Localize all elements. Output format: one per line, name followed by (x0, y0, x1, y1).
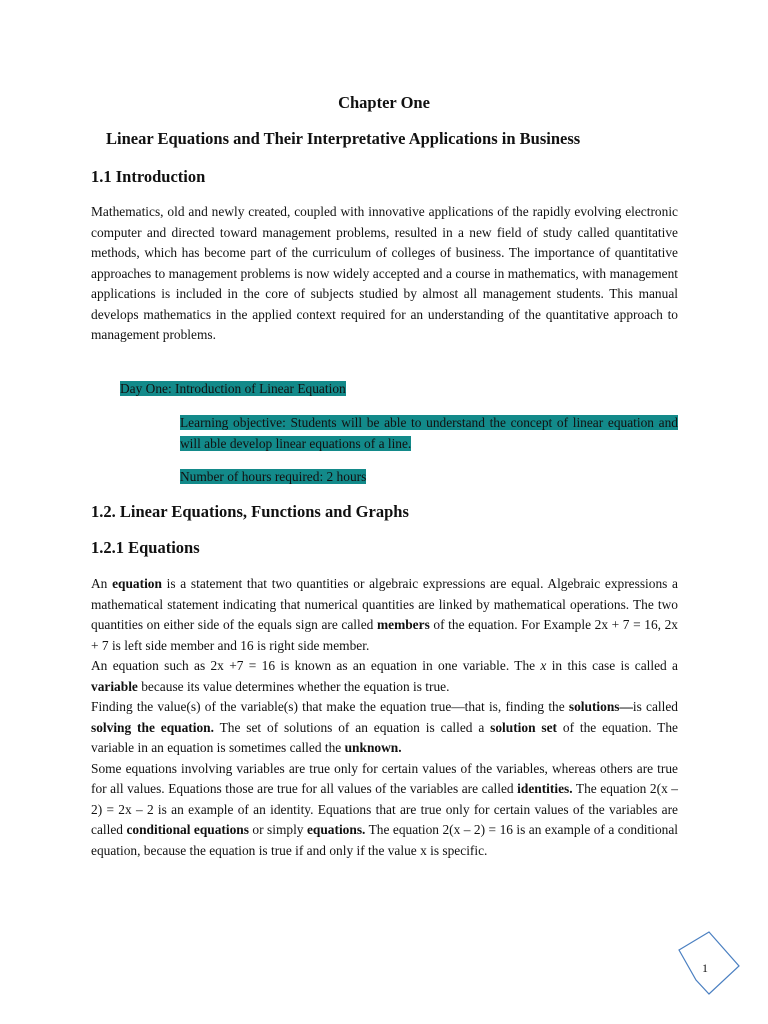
equations-paragraph-1 (91, 574, 678, 656)
page-number-badge-icon (676, 930, 742, 996)
hours-required (180, 467, 366, 488)
learning-objective-text: Learning objective: Students will be able to understand the concept of linear equation and will able develop linear equations of a line. (180, 415, 678, 451)
equations-paragraph-2 (91, 656, 678, 697)
text-run: of the equation. The variable in an equation is sometimes called the (91, 719, 679, 755)
hours-required-text: Number of hours required: 2 hours (180, 469, 367, 484)
learning-objective (180, 413, 678, 454)
equations-paragraph-4 (91, 759, 678, 862)
text-run: The set of solutions of an equation is called a (213, 719, 491, 735)
term-equation: equation (112, 576, 162, 591)
term-solutions: solutions— (568, 699, 633, 714)
section-heading-introduction: 1.1 Introduction (91, 167, 206, 186)
text-run: An (91, 576, 113, 591)
text-run: is a statement that two quantities or algebraic expressions are equal. Algebraic expressions a mathematical statement indicating that numerical quantities are linked by mathematical operations. The two quantities on either side of the equals sign are called (91, 576, 679, 632)
equations-paragraph-3 (91, 697, 678, 759)
day-one-label (120, 379, 346, 400)
term-unknown: unknown. (344, 740, 402, 755)
day-one-text: Day One: Introduction of Linear Equation (120, 381, 346, 396)
text-run: Finding the value(s) of the variable(s) that make the equation true—that is, finding the (91, 699, 569, 714)
text-run: is called (632, 699, 678, 714)
term-solution-set: solution set (490, 719, 558, 735)
term-equations: equations. (306, 822, 366, 837)
term-identities: identities. (517, 781, 573, 796)
text-run: The equation 2(x – 2) = 16 is an example of a conditional equation, because the equation is true if and only if the value x is specific. (91, 822, 678, 858)
text-run: in this case is called a (546, 658, 678, 673)
equations-body (91, 574, 678, 861)
text-run: Some equations involving variables are true only for certain values of the variables, whereas others are true for all values. Equations those are true for all values of the variables are called (91, 760, 678, 796)
chapter-subtitle: Linear Equations and Their Interpretative Applications in Business (106, 129, 581, 148)
term-conditional-equations: conditional equations (126, 822, 249, 837)
text-run: The equation 2(x – 2) = 2x – 2 is an example of an identity. Equations that are true only for certain values of the variables are called (91, 781, 679, 837)
page-number: 1 (702, 961, 708, 975)
chapter-title: Chapter One (338, 93, 430, 112)
text-run: or simply (248, 822, 307, 837)
section-heading-linear-equations: 1.2. Linear Equations, Functions and Graphs (91, 502, 409, 521)
section-heading-equations: 1.2.1 Equations (91, 538, 200, 557)
term-members: members (376, 617, 430, 632)
introduction-paragraph: Mathematics, old and newly created, coupled with innovative applications of the rapidly evolving electronic computer and directed toward management problems, resulted in a new field of study called quantitative methods, which has become part of the curriculum of colleges of business. The importance of quantitative approaches to management problems is now widely accepted and a course in mathematics, with management applications is included in the core of subjects studied by almost all management students. This manual develops mathematics in the applied context required for an understanding of the quantitative approach to management problems. (91, 204, 678, 342)
text-run: of the equation. For Example 2x + 7 = 16, 2x + 7 is left side member and 16 is right side member. (91, 617, 679, 653)
variable-x: x (540, 658, 547, 673)
text-run: An equation such as 2x +7 = 16 is known as an equation in one variable. The (91, 658, 541, 673)
text-run: because its value determines whether the equation is true. (137, 678, 450, 694)
term-solving-equation: solving the equation. (91, 719, 214, 735)
term-variable: variable (91, 678, 138, 694)
